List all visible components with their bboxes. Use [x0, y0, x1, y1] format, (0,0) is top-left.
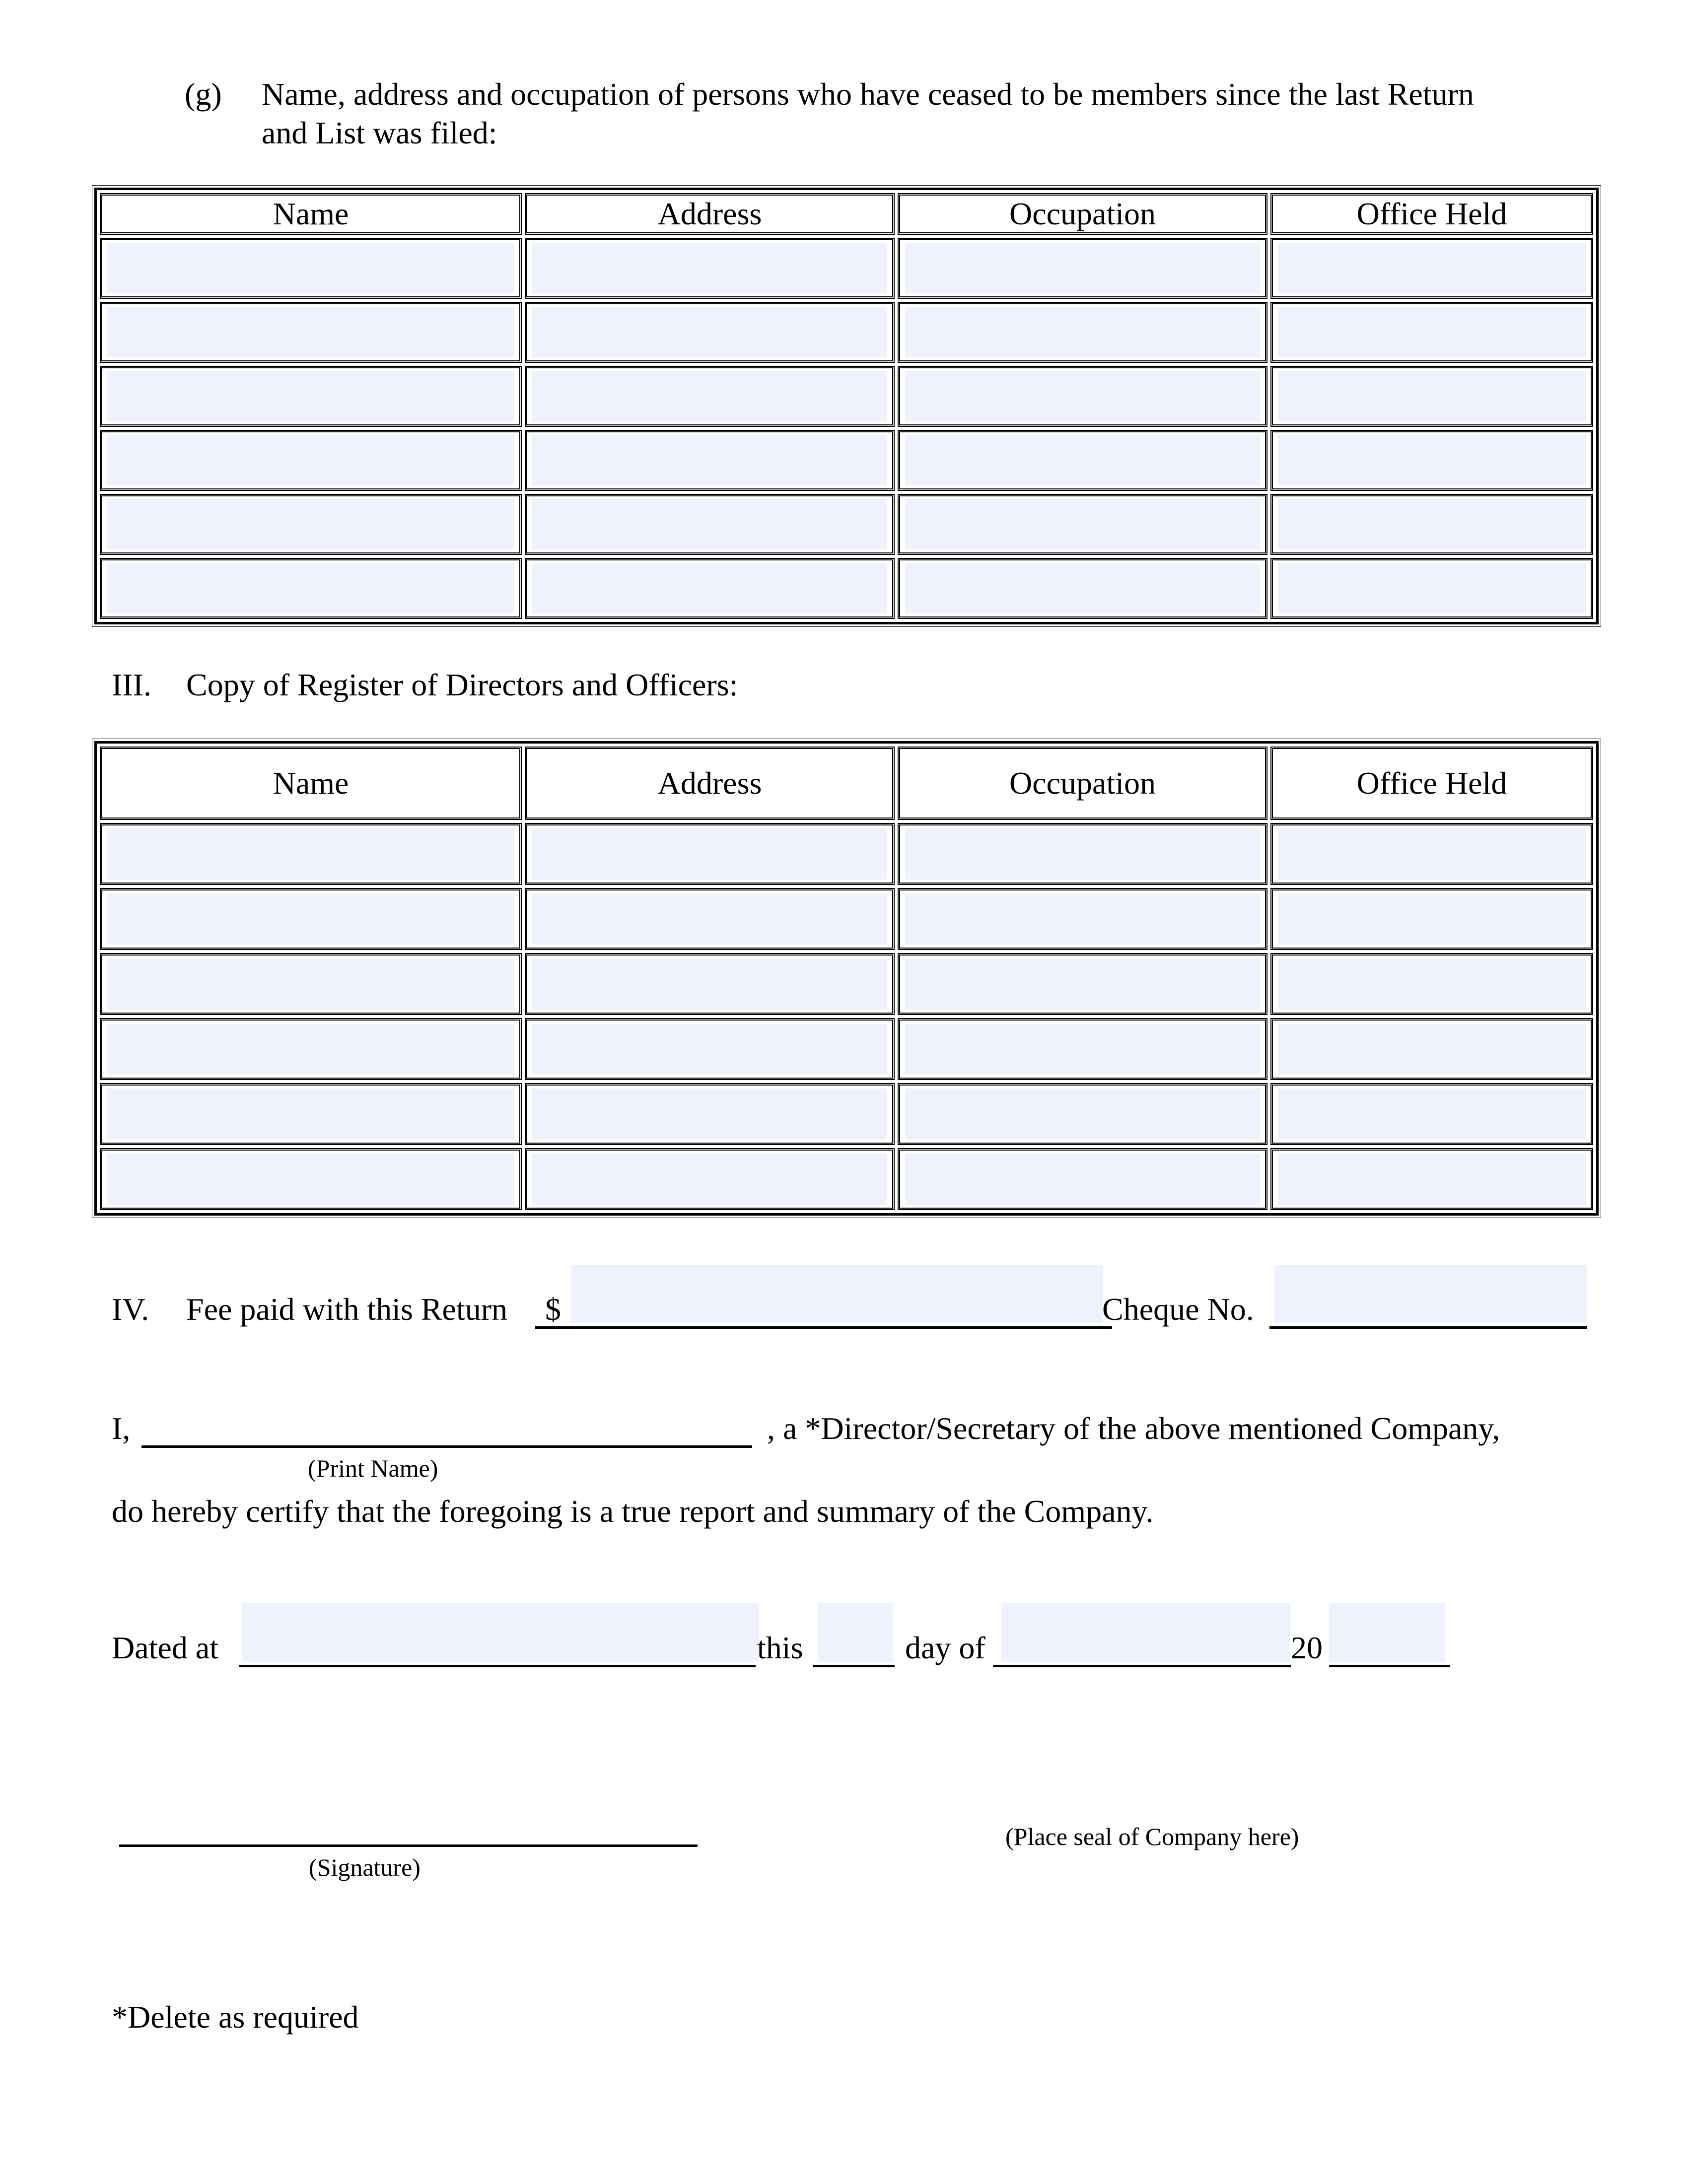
name-field[interactable]: [107, 371, 514, 421]
print-name-underline: [141, 1445, 752, 1448]
table-row: [100, 238, 1593, 299]
occupation-field[interactable]: [905, 499, 1260, 549]
occupation-field[interactable]: [905, 563, 1260, 614]
cell-occupation[interactable]: [898, 430, 1267, 491]
cheque-number-input[interactable]: [1274, 1265, 1587, 1323]
table-row: [100, 888, 1593, 950]
this-label: this: [757, 1630, 803, 1665]
cell-occupation[interactable]: [898, 888, 1267, 950]
signature-caption: (Signature): [309, 1853, 421, 1881]
header-name: Name: [100, 193, 522, 235]
cell-name[interactable]: [100, 430, 522, 491]
address-field[interactable]: [532, 499, 887, 549]
cell-office-held[interactable]: [1270, 1148, 1593, 1210]
cell-address[interactable]: [525, 823, 895, 885]
address-field[interactable]: [532, 958, 887, 1010]
year-underline: [1329, 1665, 1450, 1667]
address-field[interactable]: [532, 828, 887, 880]
address-field[interactable]: [532, 1154, 887, 1205]
cell-occupation[interactable]: [898, 1148, 1267, 1210]
cert-line2: do hereby certify that the foregoing is a true report and summary of the Company.: [112, 1494, 1154, 1529]
directors-officers-table: [94, 741, 1599, 1216]
cell-address[interactable]: [525, 558, 895, 619]
cell-name[interactable]: [100, 1148, 522, 1210]
office-held-field[interactable]: [1278, 1154, 1586, 1205]
office-held-field[interactable]: [1278, 1024, 1586, 1075]
office-held-field[interactable]: [1278, 499, 1586, 549]
name-field[interactable]: [107, 499, 514, 549]
fee-underline: [535, 1326, 1112, 1329]
cell-address[interactable]: [525, 1148, 895, 1210]
header-address: Address: [525, 193, 895, 235]
table-row: [100, 1018, 1593, 1080]
cell-occupation[interactable]: [898, 1083, 1267, 1145]
cell-address[interactable]: [525, 430, 895, 491]
address-field[interactable]: [532, 371, 887, 421]
office-held-field[interactable]: [1278, 958, 1586, 1010]
cell-address[interactable]: [525, 494, 895, 555]
cell-address[interactable]: [525, 888, 895, 950]
address-field[interactable]: [532, 307, 887, 357]
header-occupation: Occupation: [898, 747, 1267, 820]
header-name: Name: [100, 747, 522, 820]
address-field[interactable]: [532, 1024, 887, 1075]
occupation-field[interactable]: [905, 893, 1260, 945]
name-field[interactable]: [107, 435, 514, 485]
month-underline: [993, 1665, 1291, 1667]
header-office-held: Office Held: [1270, 747, 1593, 820]
cheque-label: Cheque No.: [1102, 1292, 1254, 1327]
cell-occupation[interactable]: [898, 953, 1267, 1015]
cell-occupation[interactable]: [898, 823, 1267, 885]
cell-occupation[interactable]: [898, 302, 1267, 363]
table-row: [100, 366, 1593, 427]
cell-name[interactable]: [100, 823, 522, 885]
cell-name[interactable]: [100, 953, 522, 1015]
cell-name[interactable]: [100, 1018, 522, 1080]
name-field[interactable]: [107, 243, 514, 293]
occupation-field[interactable]: [905, 243, 1260, 293]
name-field[interactable]: [107, 893, 514, 945]
cell-name[interactable]: [100, 1083, 522, 1145]
footnote: *Delete as required: [112, 1999, 359, 2035]
address-field[interactable]: [532, 893, 887, 945]
name-field[interactable]: [107, 958, 514, 1010]
name-field[interactable]: [107, 1154, 514, 1205]
cell-office-held[interactable]: [1270, 1018, 1593, 1080]
cell-office-held[interactable]: [1270, 430, 1593, 491]
fee-label: Fee paid with this Return: [186, 1292, 508, 1327]
occupation-field[interactable]: [905, 371, 1260, 421]
occupation-field[interactable]: [905, 307, 1260, 357]
name-field[interactable]: [107, 307, 514, 357]
cell-name[interactable]: [100, 558, 522, 619]
office-held-field[interactable]: [1278, 371, 1586, 421]
section-g-text-line1: Name, address and occupation of persons who have ceased to be members since the last Return: [262, 76, 1474, 112]
cell-address[interactable]: [525, 366, 895, 427]
table-row: [100, 823, 1593, 885]
section-iii-marker: III.: [112, 667, 151, 702]
table-header-row: [100, 193, 1593, 235]
occupation-field[interactable]: [905, 1154, 1260, 1205]
cell-address[interactable]: [525, 302, 895, 363]
table-row: [100, 430, 1593, 491]
day-input[interactable]: [818, 1603, 893, 1662]
section-g-text-line2: and List was filed:: [262, 115, 497, 150]
day-underline: [813, 1665, 895, 1667]
name-field[interactable]: [107, 1089, 514, 1140]
cell-office-held[interactable]: [1270, 888, 1593, 950]
table-header-row: [100, 747, 1593, 820]
cell-occupation[interactable]: [898, 366, 1267, 427]
print-name-caption: (Print Name): [308, 1454, 438, 1482]
table-row: [100, 494, 1593, 555]
ceased-members-table: [94, 188, 1599, 624]
header-office-held: Office Held: [1270, 193, 1593, 235]
cell-occupation[interactable]: [898, 1018, 1267, 1080]
header-occupation: Occupation: [898, 193, 1267, 235]
section-iii-text: Copy of Register of Directors and Officers:: [186, 667, 738, 702]
cell-office-held[interactable]: [1270, 494, 1593, 555]
cell-address[interactable]: [525, 1083, 895, 1145]
dated-place-input[interactable]: [242, 1603, 759, 1662]
section-iv-marker: IV.: [112, 1292, 149, 1327]
table-row: [100, 558, 1593, 619]
office-held-field[interactable]: [1278, 307, 1586, 357]
cert-prefix: I,: [112, 1411, 131, 1446]
month-input[interactable]: [1001, 1603, 1290, 1662]
occupation-field[interactable]: [905, 828, 1260, 880]
address-field[interactable]: [532, 1089, 887, 1140]
address-field[interactable]: [532, 563, 887, 614]
occupation-field[interactable]: [905, 1089, 1260, 1140]
fee-amount-input[interactable]: [571, 1265, 1103, 1323]
office-held-field[interactable]: [1278, 1089, 1586, 1140]
cell-office-held[interactable]: [1270, 302, 1593, 363]
cell-address[interactable]: [525, 238, 895, 299]
cell-occupation[interactable]: [898, 238, 1267, 299]
office-held-field[interactable]: [1278, 563, 1586, 614]
occupation-field[interactable]: [905, 1024, 1260, 1075]
office-held-field[interactable]: [1278, 893, 1586, 945]
print-name-input[interactable]: [141, 1409, 752, 1443]
section-g-marker: (g): [185, 76, 222, 112]
year-prefix: 20: [1291, 1630, 1323, 1665]
cell-occupation[interactable]: [898, 558, 1267, 619]
table-row: [100, 1083, 1593, 1145]
name-field[interactable]: [107, 828, 514, 880]
office-held-field[interactable]: [1278, 435, 1586, 485]
office-held-field[interactable]: [1278, 828, 1586, 880]
cell-office-held[interactable]: [1270, 1083, 1593, 1145]
address-field[interactable]: [532, 243, 887, 293]
cell-name[interactable]: [100, 238, 522, 299]
cell-name[interactable]: [100, 366, 522, 427]
cell-office-held[interactable]: [1270, 953, 1593, 1015]
signature-line: [119, 1844, 698, 1847]
cell-name[interactable]: [100, 302, 522, 363]
cell-office-held[interactable]: [1270, 238, 1593, 299]
cert-suffix: , a *Director/Secretary of the above mentioned Company,: [767, 1411, 1500, 1446]
cell-address[interactable]: [525, 1018, 895, 1080]
cell-office-held[interactable]: [1270, 558, 1593, 619]
occupation-field[interactable]: [905, 435, 1260, 485]
seal-caption: (Place seal of Company here): [1005, 1823, 1299, 1850]
dated-at-label: Dated at: [112, 1630, 218, 1665]
occupation-field[interactable]: [905, 958, 1260, 1010]
name-field[interactable]: [107, 1024, 514, 1075]
cell-occupation[interactable]: [898, 494, 1267, 555]
table-row: [100, 1148, 1593, 1210]
cell-office-held[interactable]: [1270, 823, 1593, 885]
dollar-sign: $: [545, 1292, 561, 1327]
table-row: [100, 302, 1593, 363]
cell-address[interactable]: [525, 953, 895, 1015]
day-of-label: day of: [905, 1630, 985, 1665]
cell-name[interactable]: [100, 888, 522, 950]
header-address: Address: [525, 747, 895, 820]
dated-place-underline: [239, 1665, 756, 1667]
cell-name[interactable]: [100, 494, 522, 555]
cheque-underline: [1269, 1326, 1587, 1329]
address-field[interactable]: [532, 435, 887, 485]
cell-office-held[interactable]: [1270, 366, 1593, 427]
name-field[interactable]: [107, 563, 514, 614]
office-held-field[interactable]: [1278, 243, 1586, 293]
table-row: [100, 953, 1593, 1015]
year-input[interactable]: [1329, 1603, 1445, 1662]
